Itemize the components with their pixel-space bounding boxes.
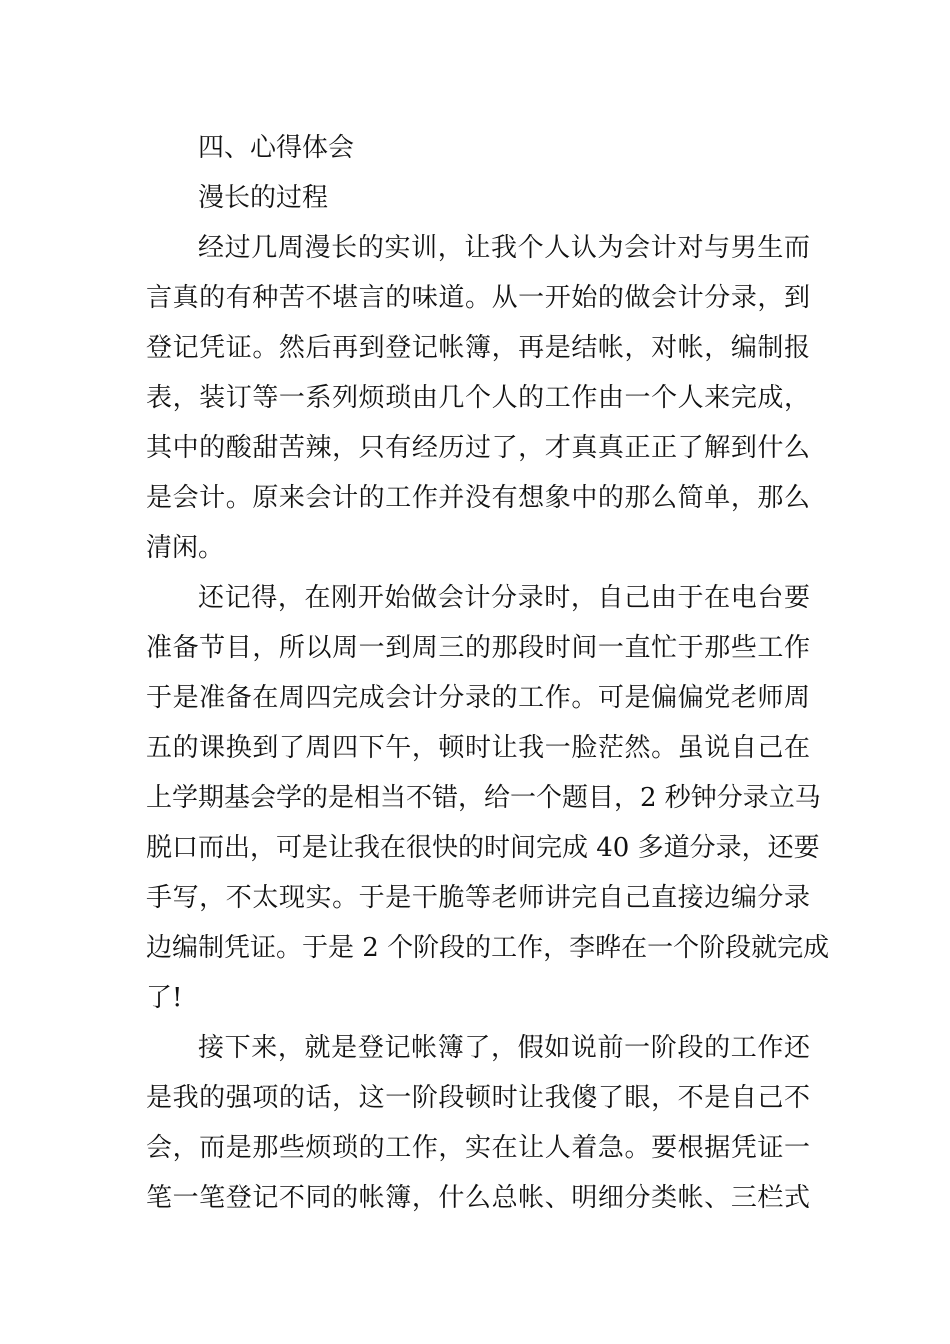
- paragraph-line: 边编制凭证。于是 2 个阶段的工作，李晔在一个阶段就完成: [146, 933, 830, 963]
- paragraph-2: [146, 573, 830, 1023]
- paragraph-line: 会，而是那些烦琐的工作，实在让人着急。要根据凭证一: [146, 1133, 810, 1163]
- section-heading: 四、心得体会: [198, 133, 355, 163]
- paragraph-line: 是我的强项的话，这一阶段顿时让我傻了眼，不是自己不: [146, 1083, 810, 1113]
- paragraph-line: 登记凭证。然后再到登记帐簿，再是结帐，对帐，编制报: [146, 333, 810, 363]
- paragraph-line: 清闲。: [146, 533, 225, 563]
- paragraph-line: 还记得，在刚开始做会计分录时，自己由于在电台要: [198, 583, 810, 613]
- paragraph-line: 手写，不太现实。于是干脆等老师讲完自己直接边编分录: [146, 883, 810, 913]
- paragraph-line: 笔一笔登记不同的帐簿，什么总帐、明细分类帐、三栏式: [146, 1183, 810, 1213]
- paragraph-line: 准备节目，所以周一到周三的那段时间一直忙于那些工作: [146, 633, 810, 663]
- paragraph-line: 脱口而出，可是让我在很快的时间完成 40 多道分录，还要: [146, 833, 820, 863]
- paragraph-line: 上学期基会学的是相当不错，给一个题目，2 秒钟分录立马: [146, 783, 821, 813]
- paragraph-line: 是会计。原来会计的工作并没有想象中的那么简单，那么: [146, 483, 810, 513]
- paragraph-line: 表，装订等一系列烦琐由几个人的工作由一个人来完成，: [146, 383, 810, 413]
- paragraph-line: 于是准备在周四完成会计分录的工作。可是偏偏党老师周: [146, 683, 810, 713]
- document-body: [146, 123, 830, 1223]
- paragraph-line: 经过几周漫长的实训，让我个人认为会计对与男生而: [198, 233, 810, 263]
- paragraph-line: 言真的有种苦不堪言的味道。从一开始的做会计分录，到: [146, 283, 810, 313]
- paragraph-3: [146, 1023, 810, 1223]
- section-subheading: 漫长的过程: [198, 183, 329, 213]
- paragraph-line: 了!: [146, 983, 183, 1013]
- paragraph-1: [146, 223, 810, 573]
- paragraph-line: 接下来，就是登记帐簿了，假如说前一阶段的工作还: [198, 1033, 810, 1063]
- paragraph-line: 五的课换到了周四下午，顿时让我一脸茫然。虽说自己在: [146, 733, 810, 763]
- paragraph-line: 其中的酸甜苦辣，只有经历过了，才真真正正了解到什么: [146, 433, 810, 463]
